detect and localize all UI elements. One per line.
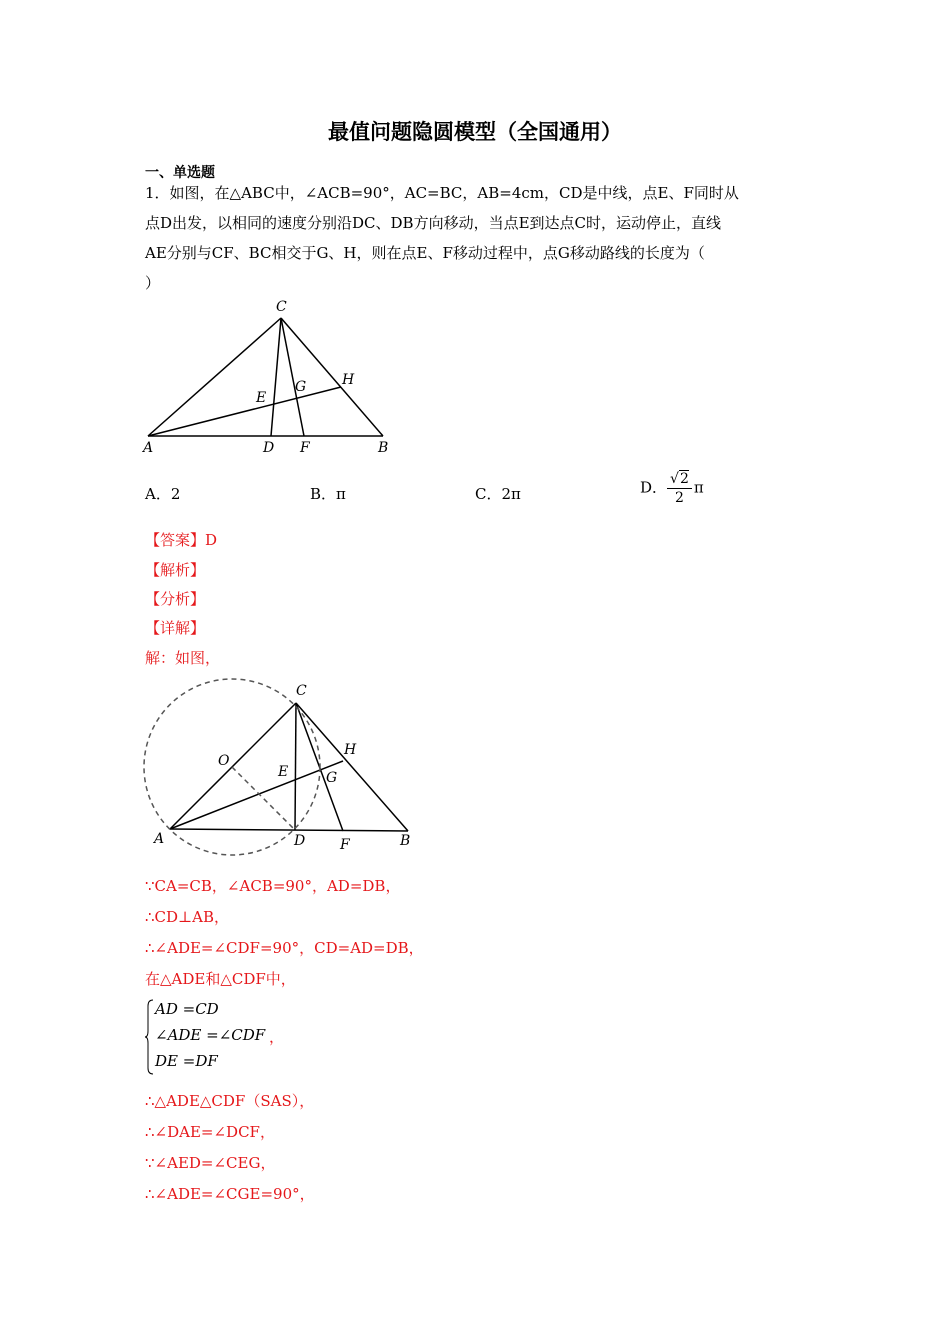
left-brace (145, 998, 155, 1076)
system-row-2: ∠ADE =∠CDF (155, 1026, 266, 1044)
answer-tag: 【答案】D (145, 531, 218, 549)
option-c: C．2π (475, 485, 521, 503)
fig1-label-c: C (276, 299, 287, 315)
option-a: A．2 (145, 485, 181, 503)
question-line-4: ） (145, 274, 161, 292)
solution-line-5: ∴△ADE△CDF（SAS）， (145, 1092, 315, 1110)
fig1-label-g: G (295, 379, 307, 395)
fig2-label-g: G (326, 770, 338, 786)
fig1-label-f: F (300, 440, 310, 456)
solution-line-3: ∴∠ADE=∠CDF=90°，CD=AD=DB， (145, 939, 424, 957)
fig2-label-a: A (154, 831, 165, 847)
fig2-label-e: E (278, 764, 289, 780)
fig1-label-h: H (342, 372, 355, 388)
system-row-3: DE =DF (155, 1052, 218, 1070)
fig1-label-a: A (143, 440, 154, 456)
solution-line-1: ∵CA=CB，∠ACB=90°，AD=DB， (145, 877, 401, 895)
solution-figure (138, 675, 428, 860)
fig2-label-h: H (344, 742, 357, 758)
fig2-label-o: O (218, 753, 230, 769)
system-comma: ， (269, 1028, 285, 1046)
option-d-prefix: D． (640, 478, 668, 497)
section-heading: 一、单选题 (145, 165, 215, 181)
fig1-label-e: E (256, 390, 267, 406)
solution-intro: 解：如图， (145, 649, 221, 667)
question-figure (138, 292, 408, 462)
detail-tag: 【详解】 (145, 619, 206, 637)
fig2-label-b: B (400, 833, 411, 849)
fig1-label-b: B (378, 440, 389, 456)
system-row-1: AD =CD (155, 1000, 219, 1018)
option-d (640, 470, 704, 507)
solution-line-7: ∵∠AED=∠CEG， (145, 1154, 276, 1172)
fenxi-tag: 【分析】 (145, 590, 206, 608)
question-line-2: 点D出发，以相同的速度分别沿DC、DB方向移动，当点E到达点C时，运动停止，直线 (145, 214, 722, 232)
option-d-numerator: 2 (679, 471, 689, 487)
option-d-fraction: $\frac{√2}{2}$ (667, 470, 692, 507)
fig2-label-c: C (296, 683, 307, 699)
solution-line-2: ∴CD⊥AB， (145, 908, 230, 926)
question-line-3: AE分别与CF、BC相交于G、H，则在点E、F移动过程中，点G移动路线的长度为（ (145, 244, 705, 262)
fig2-label-d: D (294, 833, 306, 849)
option-d-denominator: 2 (674, 490, 684, 506)
option-b: B．π (310, 485, 346, 503)
option-d-suffix: π (693, 478, 704, 497)
question-line-1: 1．如图，在△ABC中，∠ACB=90°，AC=BC，AB=4cm，CD是中线，点E、F同时从 (145, 184, 739, 202)
solution-line-6: ∴∠DAE=∠DCF， (145, 1123, 275, 1141)
fig1-label-d: D (263, 440, 275, 456)
solution-line-4: 在△ADE和△CDF中， (145, 970, 296, 988)
page-title: 最值问题隐圆模型（全国通用） (328, 120, 622, 144)
solution-line-8: ∴∠ADE=∠CGE=90°， (145, 1185, 315, 1203)
fig2-label-f: F (340, 837, 350, 853)
analysis-tag: 【解析】 (145, 561, 206, 579)
